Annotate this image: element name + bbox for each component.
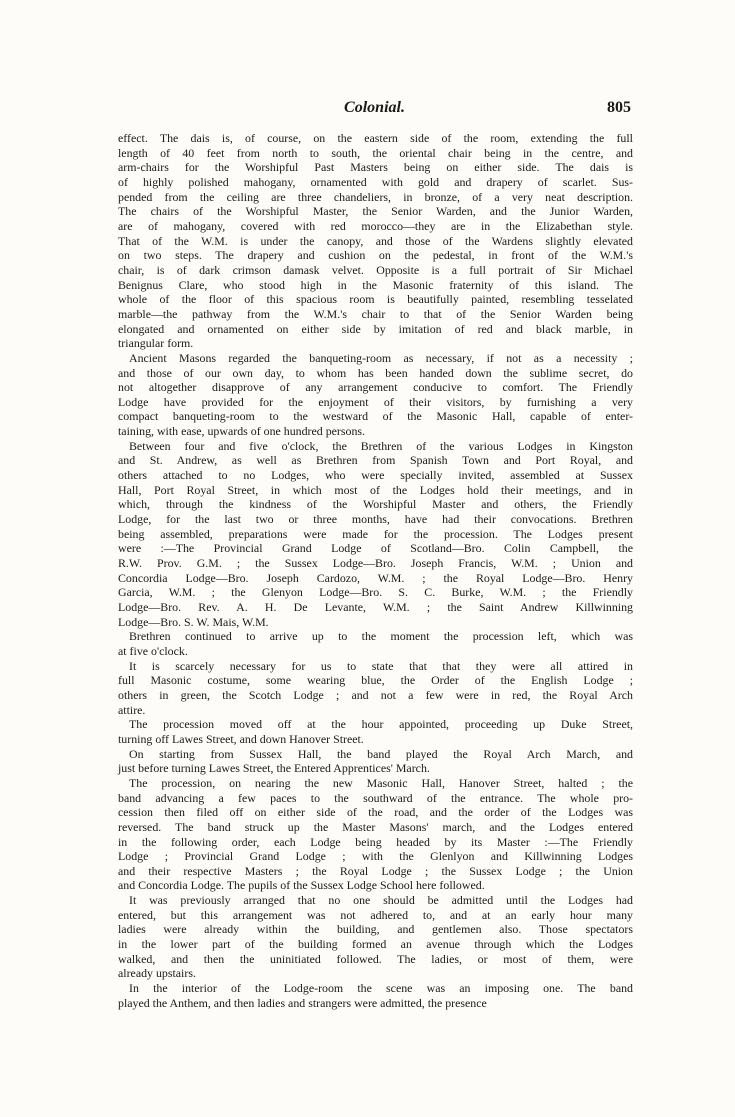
text-line: ladies were already within the building, and gentlemen also. Those spectators	[118, 922, 633, 937]
text-line: The chairs of the Worshipful Master, the Senior Warden, and the Junior Warden,	[118, 204, 633, 219]
text-line: not altogether disapprove of any arrangement conducive to comfort. The Friendly	[118, 380, 633, 395]
paragraph	[118, 659, 633, 718]
text-line: Concordia Lodge—Bro. Joseph Cardozo, W.M. ; the Royal Lodge—Bro. Henry	[118, 570, 633, 585]
paragraph	[118, 717, 633, 746]
text-line: of highly polished mahogany, ornamented with gold and drapery of scarlet. Sus-	[118, 174, 633, 189]
paragraph	[118, 131, 633, 351]
text-line: arm-chairs for the Worshipful Past Masters being on either side. The dais is	[118, 160, 633, 175]
text-line: and St. Andrew, as well as Brethren from Spanish Town and Port Royal, and	[118, 453, 633, 468]
text-line: Lodge have provided for the enjoyment of their visitors, by furnishing a very	[118, 394, 633, 409]
text-line: cession then filed off on either side of the road, and the order of the Lodges was	[118, 805, 633, 820]
text-line: triangular form.	[118, 336, 194, 351]
running-head: Colonial.	[344, 99, 405, 116]
text-line: band advancing a few paces to the southward of the entrance. The whole pro-	[118, 790, 633, 805]
paragraph	[118, 893, 633, 981]
text-line: On starting from Sussex Hall, the band played the Royal Arch March, and	[129, 746, 633, 761]
text-line: It is scarcely necessary for us to state that that they were all attired in	[129, 658, 633, 673]
text-line: at five o'clock.	[118, 643, 188, 658]
text-line: Lodge—Bro. Rev. A. H. De Levante, W.M. ; the Saint Andrew Killwinning	[118, 600, 633, 614]
text-line: played the Anthem, and then ladies and strangers were admitted, the presence	[118, 995, 487, 1010]
text-line: Brethren continued to arrive up to the moment the procession left, which was	[129, 629, 633, 644]
paragraph	[118, 981, 633, 1010]
text-line: Lodge, for the last two or three months, have had their convocations. Brethren	[118, 512, 633, 527]
text-line: others attached to no Lodges, who were specially invited, assembled at Sussex	[118, 468, 633, 483]
text-line: which, through the kindness of the Worshipful Master and others, the Friendly	[118, 497, 633, 512]
body-text	[118, 131, 633, 1010]
text-line: pended from the ceiling are three chandeliers, in bronze, of a very neat description.	[118, 189, 633, 204]
text-line: and Concordia Lodge. The pupils of the Sussex Lodge School here followed.	[118, 878, 485, 893]
text-line: in the following order, each Lodge being headed by its Master :—The Friendly	[118, 834, 633, 849]
page-header	[118, 99, 631, 123]
paragraph	[118, 776, 633, 893]
text-line: just before turning Lawes Street, the Entered Apprentices' March.	[118, 761, 430, 776]
text-line: entered, but this arrangement was not adhered to, and at an early hour many	[118, 907, 633, 922]
text-line: walked, and then the uninitiated followed. The ladies, or most of them, were	[118, 951, 633, 966]
text-line: on two steps. The drapery and cushion on the pedestal, in front of the W.M.'s	[118, 248, 633, 263]
text-line: Lodge—Bro. S. W. Mais, W.M.	[118, 614, 269, 629]
text-line: The procession, on nearing the new Masonic Hall, Hanover Street, halted ; the	[129, 775, 633, 790]
paragraph	[118, 747, 633, 776]
text-line: others in green, the Scotch Lodge ; and not a few were in red, the Royal Arch	[118, 687, 633, 702]
text-line: whole of the floor of this spacious room is beautifully painted, resembling tesselated	[118, 292, 633, 307]
text-line: in the lower part of the building formed an avenue through which the Lodges	[118, 937, 633, 952]
text-line: The procession moved off at the hour appointed, proceeding up Duke Street,	[129, 717, 633, 732]
text-line: Hall, Port Royal Street, in which most of the Lodges hold their meetings, and in	[118, 482, 633, 497]
text-line: length of 40 feet from north to south, the oriental chair being in the centre, and	[118, 145, 633, 160]
paragraph	[118, 351, 633, 439]
text-line: reversed. The band struck up the Master Masons' march, and the Lodges entered	[118, 819, 633, 834]
paragraph	[118, 439, 633, 630]
text-line: being assembled, preparations were made for the procession. The Lodges present	[118, 526, 633, 541]
text-line: In the interior of the Lodge-room the scene was an imposing one. The band	[129, 981, 633, 996]
text-line: compact banqueting-room to the westward of the Masonic Hall, capable of enter-	[118, 409, 633, 424]
text-line: and their respective Masters ; the Royal Lodge ; the Sussex Lodge ; the Union	[118, 863, 633, 878]
text-line: Benignus Clare, who stood high in the Masonic fraternity of this island. The	[118, 277, 633, 292]
text-line: attire.	[118, 702, 146, 717]
text-line: taining, with ease, upwards of one hundred persons.	[118, 424, 366, 439]
text-line: full Masonic costume, some wearing blue, the Order of the English Lodge ;	[118, 673, 633, 688]
text-line: Ancient Masons regarded the banqueting-room as necessary, if not as a necessity ;	[129, 350, 633, 365]
text-line: R.W. Prov. G.M. ; the Sussex Lodge—Bro. Joseph Francis, W.M. ; Union and	[118, 556, 633, 571]
text-line: turning off Lawes Street, and down Hanover Street.	[118, 731, 364, 746]
text-line: effect. The dais is, of course, on the eastern side of the room, extending the full	[118, 131, 633, 145]
paragraph	[118, 629, 633, 658]
text-line: elongated and ornamented on either side by imitation of red and black marble, in	[118, 321, 633, 336]
text-line: Garcia, W.M. ; the Glenyon Lodge—Bro. S. C. Burke, W.M. ; the Friendly	[118, 585, 633, 600]
text-line: already upstairs.	[118, 966, 196, 981]
text-line: are of mahogany, covered with red morocco—they are in the Elizabethan style.	[118, 218, 633, 233]
text-line: marble—the pathway from the W.M.'s chair to that of the Senior Warden being	[118, 306, 633, 321]
text-line: It was previously arranged that no one should be admitted until the Lodges had	[129, 893, 633, 908]
text-line: That of the W.M. is under the canopy, and those of the Wardens slightly elevated	[118, 233, 633, 248]
page-number: 805	[607, 99, 631, 116]
text-line: Between four and five o'clock, the Brethren of the various Lodges in Kingston	[129, 438, 633, 453]
text-line: and those of our own day, to whom has been handed down the sublime secret, do	[118, 365, 633, 380]
text-line: chair, is of dark crimson damask velvet. Opposite is a full portrait of Sir Michael	[118, 262, 633, 277]
text-line: were :—The Provincial Grand Lodge of Scotland—Bro. Colin Campbell, the	[118, 541, 633, 556]
text-line: Lodge ; Provincial Grand Lodge ; with the Glenlyon and Killwinning Lodges	[118, 849, 633, 864]
